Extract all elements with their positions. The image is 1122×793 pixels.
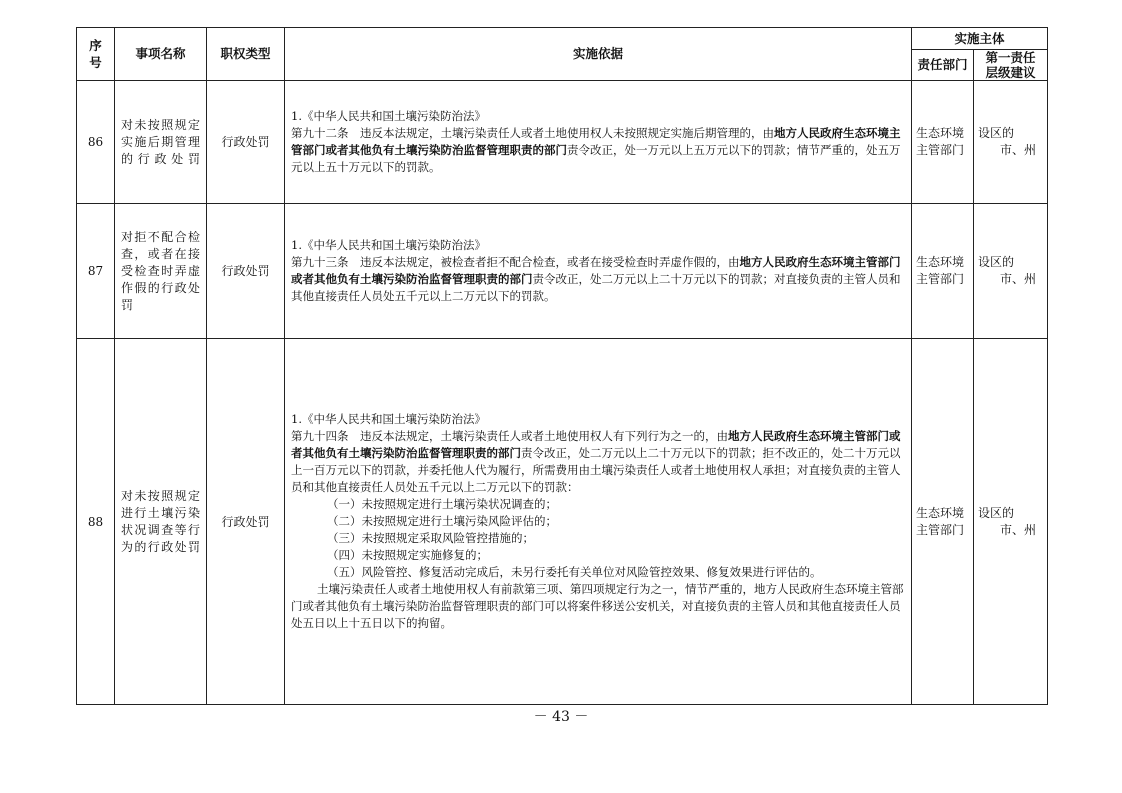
row-level: 设区的 市、州	[974, 339, 1048, 705]
row-type: 行政处罚	[207, 81, 285, 204]
row-seq: 86	[77, 81, 115, 204]
page-number: － 43 －	[533, 709, 589, 725]
row-dept: 生态环境主管部门	[912, 339, 974, 705]
row-dept: 生态环境主管部门	[912, 81, 974, 204]
article-text: 第九十三条 违反本法规定，被检查者拒不配合检查，或者在接受检查时弄虚作假的，由地方人民政府生态环境主管部门或者其他负有土壤污染防治监督管理职责的部门责令改正，处二万元以上二十万元以下的罚款；对直接负责的主管人员和其他直接责任人员处五千元以上二万元以下的罚款。	[291, 255, 901, 303]
law-title: 1.《中华人民共和国土壤污染防治法》	[291, 412, 486, 426]
header-name: 事项名称	[115, 28, 207, 81]
list-item: （一）未按照规定进行土壤污染状况调查的；	[327, 497, 557, 511]
table-row	[77, 339, 1048, 705]
row-type: 行政处罚	[207, 339, 285, 705]
table-row	[77, 204, 1048, 339]
law-title: 1.《中华人民共和国土壤污染防治法》	[291, 109, 486, 123]
row-name: 对未按照规定实施后期管理的行政处罚	[115, 81, 207, 204]
law-title: 1.《中华人民共和国土壤污染防治法》	[291, 238, 486, 252]
list-item: （三）未按照规定采取风险管控措施的；	[327, 531, 534, 545]
row-level: 设区的 市、州	[974, 204, 1048, 339]
header-subject: 实施主体	[912, 28, 1048, 50]
row-name: 对拒不配合检查，或者在接受检查时弄虚作假的行政处罚	[115, 204, 207, 339]
header-seq: 序号	[77, 28, 115, 81]
header-level: 第一责任层级建议	[974, 50, 1048, 81]
header-dept: 责任部门	[912, 50, 974, 81]
header-type: 职权类型	[207, 28, 285, 81]
article-text: 第九十四条 违反本法规定，土壤污染责任人或者土地使用权人有下列行为之一的，由地方人民政府生态环境主管部门或者其他负有土壤污染防治监督管理职责的部门责令改正，处二万元以上二十万元以下的罚款；拒不改正的，处二十万元以上一百万元以下的罚款，并委托他人代为履行，所需费用由土壤污染责任人或者土地使用权人承担；对直接负责的主管人员和其他直接责任人员处五千元以上二万元以下的罚款：	[291, 429, 901, 494]
row-basis	[285, 81, 912, 204]
row-basis	[285, 339, 912, 705]
article-text: 第九十二条 违反本法规定，土壤污染责任人或者土地使用权人未按照规定实施后期管理的，由地方人民政府生态环境主管部门或者其他负有土壤污染防治监督管理职责的部门责令改正，处一万元以上五万元以下的罚款；情节严重的，处五万元以上五十万元以下的罚款。	[291, 126, 901, 174]
row-dept: 生态环境主管部门	[912, 204, 974, 339]
enforcement-table	[76, 27, 1048, 705]
list-item: （二）未按照规定进行土壤污染风险评估的；	[327, 514, 557, 528]
list-item: （五）风险管控、修复活动完成后，未另行委托有关单位对风险管控效果、修复效果进行评估的。	[327, 565, 822, 579]
article-tail: 土壤污染责任人或者土地使用权人有前款第三项、第四项规定行为之一，情节严重的，地方人民政府生态环境主管部门或者其他负有土壤污染防治监督管理职责的部门可以将案件移送公安机关，对直接负责的主管人员和其他直接责任人员处五日以上十五日以下的拘留。	[291, 582, 904, 630]
row-basis	[285, 204, 912, 339]
table-row	[77, 81, 1048, 204]
row-level: 设区的 市、州	[974, 81, 1048, 204]
row-type: 行政处罚	[207, 204, 285, 339]
header-basis: 实施依据	[285, 28, 912, 81]
row-seq: 88	[77, 339, 115, 705]
row-name: 对未按照规定进行土壤污染状况调查等行为的行政处罚	[115, 339, 207, 705]
row-seq: 87	[77, 204, 115, 339]
list-item: （四）未按照规定实施修复的；	[327, 548, 488, 562]
